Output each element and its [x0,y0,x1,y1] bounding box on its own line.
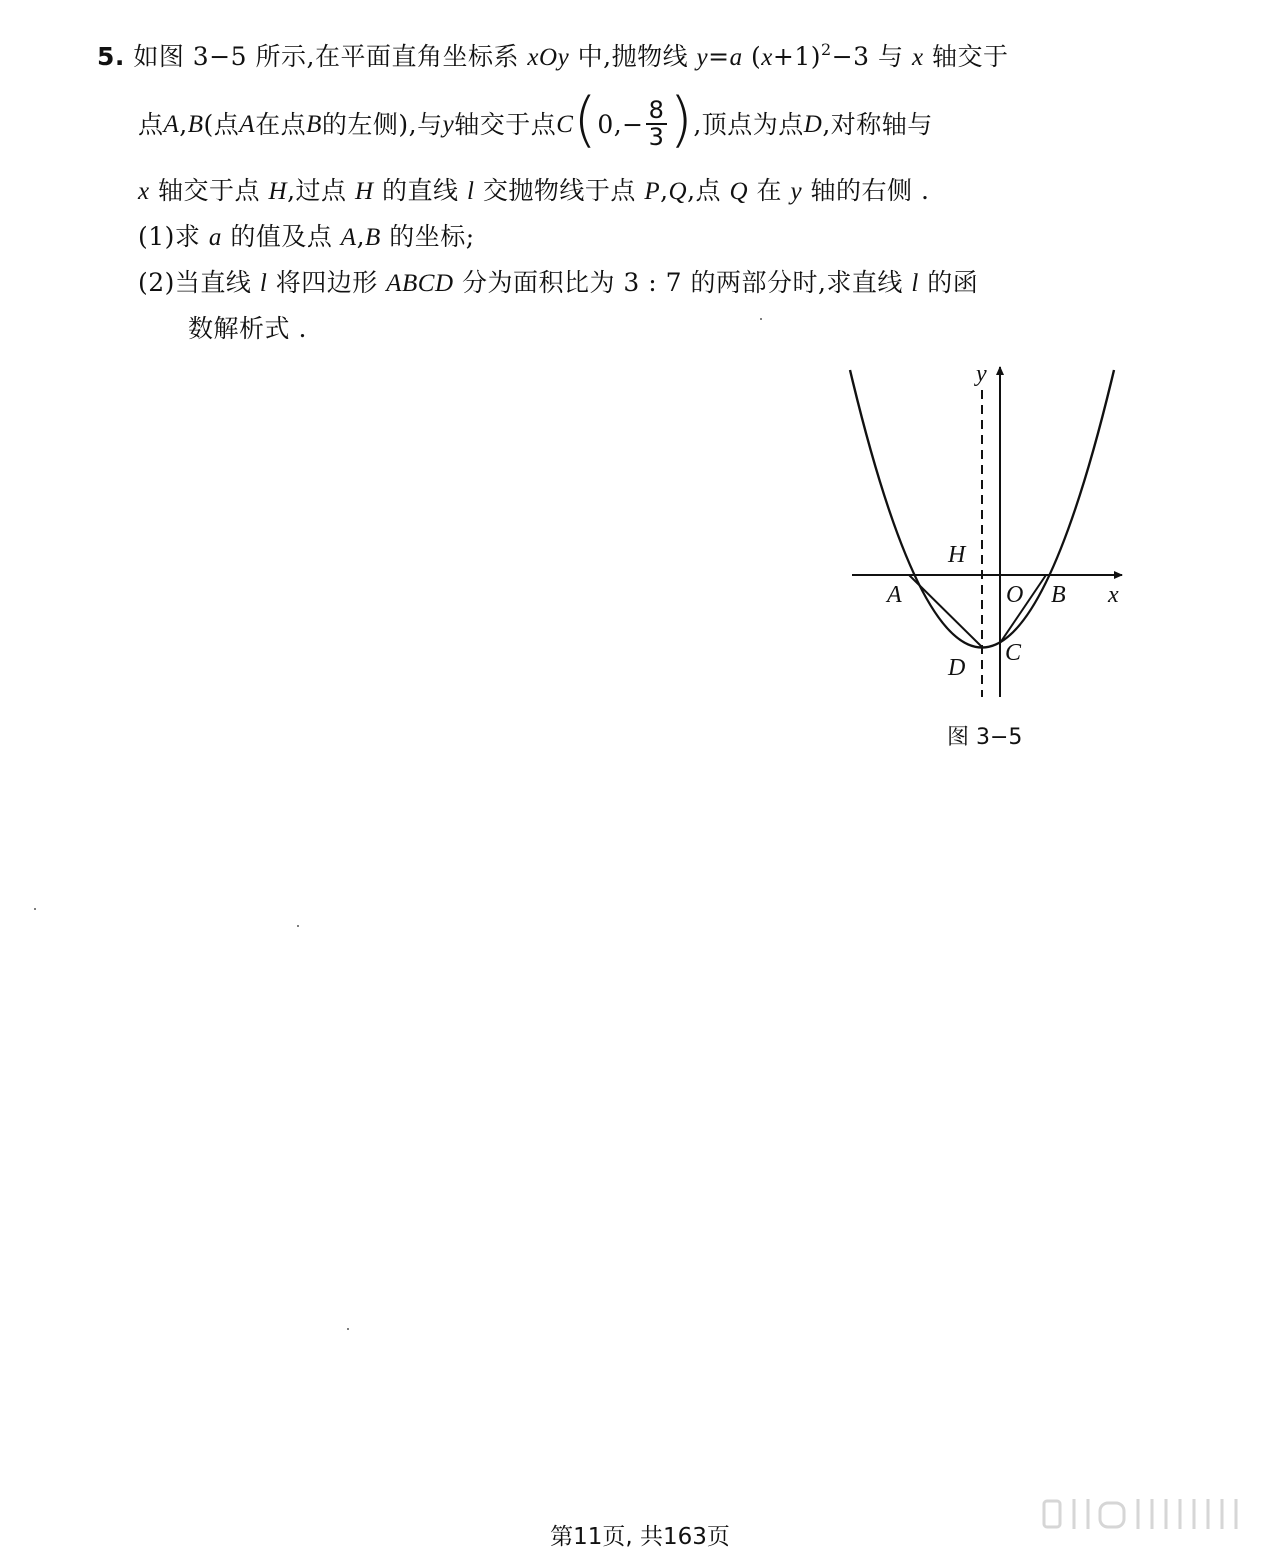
fraction-8-3: $\frac{8}{3}$ [646,98,668,150]
label-y: y [976,361,987,387]
question-2-continued: 数解析式 . [188,314,307,343]
segment-AD [909,575,982,647]
problem-line-2: 点 A , B (点 A 在点 B 的左侧),与 y 轴交于点 C ( 0,− $\frac{8}{3}$ ) ,顶点为点 D ,对称轴与 [138,85,933,155]
label-O: O [1006,582,1024,608]
label-H: H [948,542,966,568]
scan-speck [34,908,36,910]
problem-number: 5. [97,42,125,71]
scan-speck [760,318,762,320]
problem-line-3: x 轴交于点 H,过点 H 的直线 l 交抛物线于点 P,Q,点 Q 在 y 轴的右侧 . [138,176,930,205]
question-1: (1)求 a 的值及点 A,B 的坐标; [138,222,475,251]
question-1-label: (1) [138,222,175,251]
label-x: x [1108,582,1119,608]
label-D: D [948,655,966,681]
label-B: B [1051,582,1066,608]
parabola-figure [840,355,1140,705]
question-2-label: (2) [138,268,175,297]
question-2: (2)当直线 l 将四边形 ABCD 分为面积比为 3 : 7 的两部分时,求直线 l 的函 [138,268,979,297]
page-footer: 第11页, 共163页 [550,1524,730,1550]
problem-line-1: 5. 如图 3−5 所示,在平面直角坐标系 xOy 中,抛物线 y=a $(x+1)^2-3$ 与 x 轴交于 [97,40,1009,71]
label-A: A [887,582,902,608]
scan-speck [297,925,299,927]
scan-speck [347,1328,349,1330]
figure-caption: 图 3−5 [947,725,1023,750]
label-C: C [1005,640,1022,666]
